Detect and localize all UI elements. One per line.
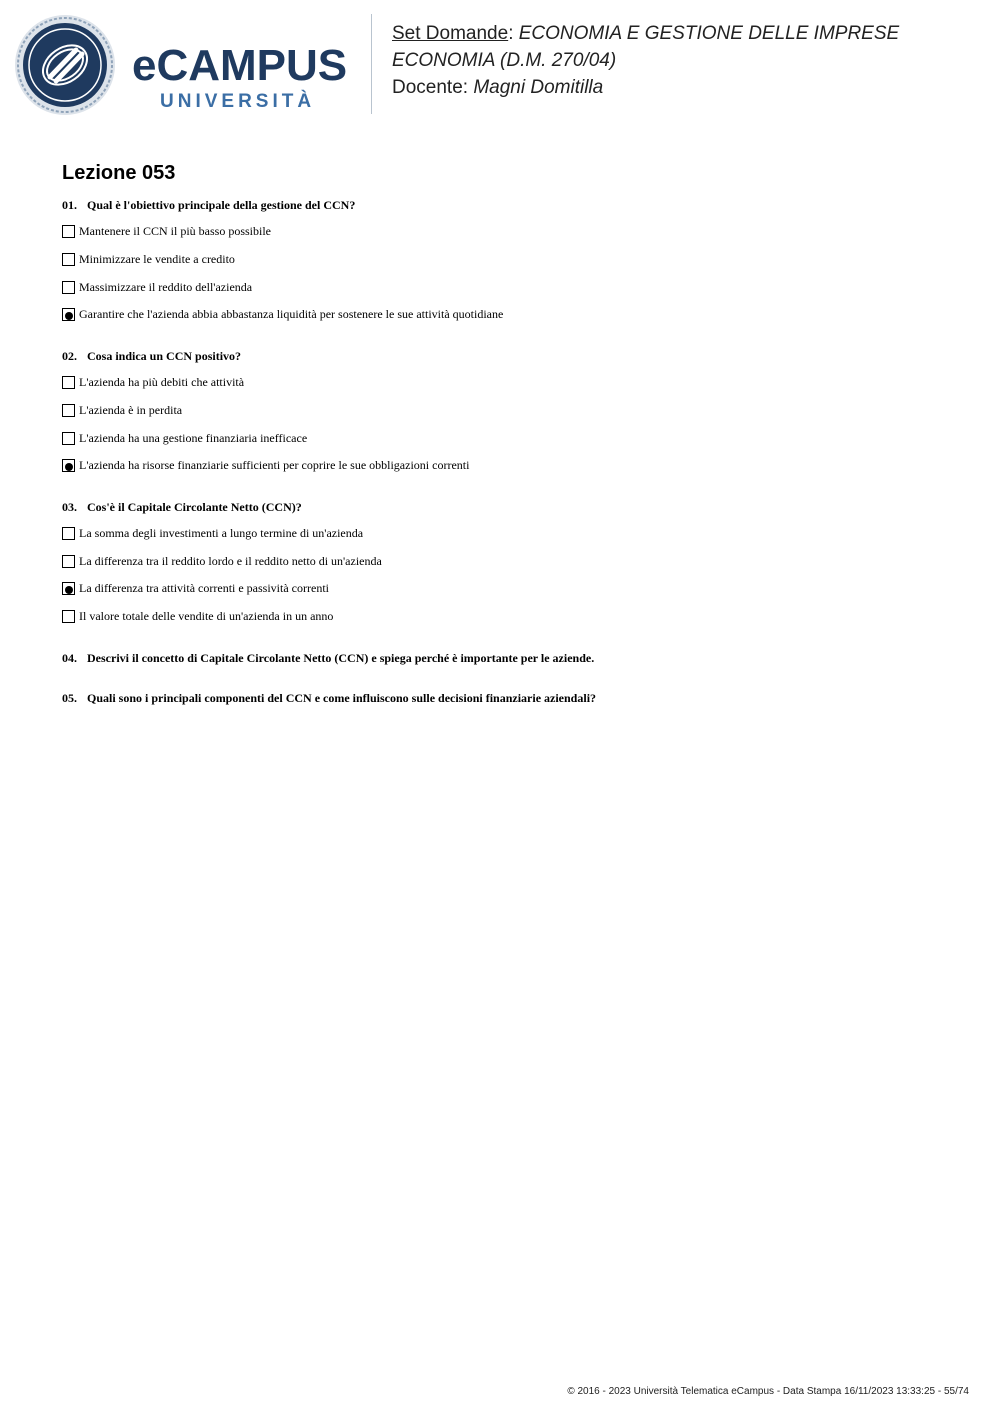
option-label: L'azienda ha risorse finanziarie sufficienti per coprire le sue obbligazioni correnti: [79, 457, 470, 472]
answer-option[interactable]: [62, 374, 244, 390]
checkbox[interactable]: [62, 225, 75, 238]
answer-option[interactable]: [62, 306, 503, 322]
teacher-name: Magni Domitilla: [473, 77, 604, 98]
page-header: [0, 0, 1000, 130]
checkbox[interactable]: [62, 610, 75, 623]
option-label: Garantire che l'azienda abbia abbastanza liquidità per sostenere le sue attività quotidiane: [79, 306, 504, 321]
svg-text:UNIVERSITÀ: UNIVERSITÀ: [160, 91, 316, 112]
answer-option[interactable]: [62, 251, 235, 267]
checkbox[interactable]: [62, 281, 75, 294]
page-footer: © 2016 - 2023 Università Telematica eCampus - Data Stampa 16/11/2023 13:33:25 - 55/74: [567, 1386, 969, 1397]
lesson-title: Lezione 053: [62, 162, 176, 184]
course-title: ECONOMIA E GESTIONE DELLE IMPRESE: [518, 23, 900, 44]
set-label: Set Domande: [392, 23, 509, 44]
course-header: [392, 20, 982, 101]
header-divider: [371, 14, 372, 114]
checkbox[interactable]: [62, 582, 75, 595]
answer-option[interactable]: [62, 553, 382, 569]
svg-text:eCAMPUS: eCAMPUS: [132, 41, 348, 90]
option-label: La differenza tra il reddito lordo e il reddito netto di un'azienda: [79, 553, 382, 568]
question-text: Cos'è il Capitale Circolante Netto (CCN)?: [87, 500, 302, 514]
option-label: L'azienda ha una gestione finanziaria inefficace: [79, 430, 308, 445]
answer-option[interactable]: [62, 525, 363, 541]
answer-option[interactable]: [62, 580, 329, 596]
course-line-1: Set Domande: ECONOMIA E GESTIONE DELLE IMPRESE: [392, 23, 900, 44]
question-05: 05. Quali sono i principali componenti del CCN e come influiscono sulle decisioni finanziarie aziendali?: [62, 691, 597, 705]
answer-option[interactable]: [62, 223, 271, 239]
course-line-2: ECONOMIA (D.M. 270/04): [392, 50, 617, 71]
ecampus-seal-icon: [15, 15, 115, 115]
option-label: La differenza tra attività correnti e passività correnti: [79, 580, 329, 595]
checkbox[interactable]: [62, 555, 75, 568]
question-text: Qual è l'obiettivo principale della gestione del CCN?: [87, 198, 356, 212]
question-02: 02. Cosa indica un CCN positivo?: [62, 349, 242, 363]
option-label: L'azienda ha più debiti che attività: [79, 374, 245, 389]
answer-option[interactable]: [62, 402, 182, 418]
option-label: Minimizzare le vendite a credito: [79, 251, 235, 266]
checkbox[interactable]: [62, 376, 75, 389]
question-04: 04. Descrivi il concetto di Capitale Circolante Netto (CCN) e spiega perché è importante per le aziende.: [62, 651, 595, 665]
option-label: Massimizzare il reddito dell'azienda: [79, 279, 253, 294]
checkbox[interactable]: [62, 527, 75, 540]
option-label: Mantenere il CCN il più basso possibile: [79, 223, 271, 238]
answer-option[interactable]: [62, 430, 307, 446]
checkbox[interactable]: [62, 253, 75, 266]
teacher-line: [392, 74, 982, 101]
option-label: L'azienda è in perdita: [79, 402, 183, 417]
teacher-label: Docente:: [392, 77, 474, 98]
question-03: 03. Cos'è il Capitale Circolante Netto (CCN)?: [62, 500, 302, 514]
answer-option[interactable]: [62, 457, 469, 473]
checkbox[interactable]: [62, 308, 75, 321]
checkbox[interactable]: [62, 459, 75, 472]
question-text: Quali sono i principali componenti del CCN e come influiscono sulle decisioni finanziarie aziendali?: [87, 691, 597, 705]
option-label: Il valore totale delle vendite di un'azienda in un anno: [79, 608, 334, 623]
option-label: La somma degli investimenti a lungo termine di un'azienda: [79, 525, 364, 540]
ecampus-logo: [14, 14, 359, 116]
question-01: 01. Qual è l'obiettivo principale della gestione del CCN?: [62, 198, 356, 212]
answer-option[interactable]: [62, 279, 252, 295]
checkbox[interactable]: [62, 432, 75, 445]
question-text: Descrivi il concetto di Capitale Circolante Netto (CCN) e spiega perché è importante per le aziende.: [87, 651, 595, 665]
question-text: Cosa indica un CCN positivo?: [87, 349, 242, 363]
checkbox[interactable]: [62, 404, 75, 417]
answer-option[interactable]: [62, 608, 333, 624]
